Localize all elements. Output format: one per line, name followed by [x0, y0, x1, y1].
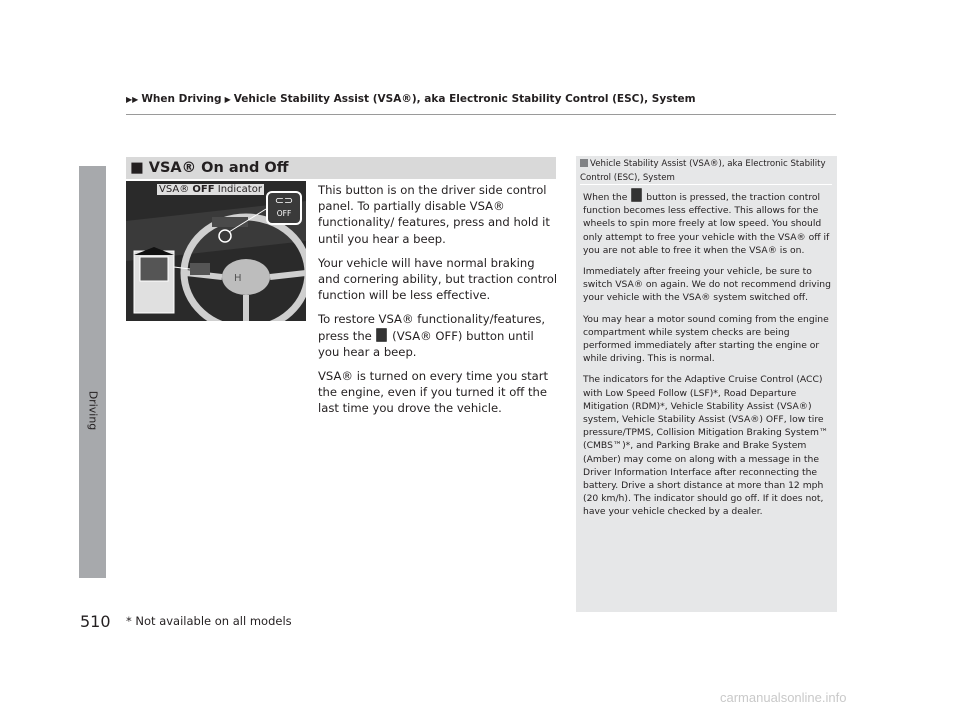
note-paragraph: When the button is pressed, the traction control function becomes less effective. This allows for the wheels to spin more freely at low speed. You should only attempt to free your vehicle with the VSA® off if you are not able to free it when the VSA® is on. — [583, 188, 831, 257]
main-content — [318, 182, 558, 425]
note-paragraph: Immediately after freeing your vehicle, be sure to switch VSA® on again. We do not recommend driving your vehicle with the VSA® system switched off. — [583, 266, 831, 304]
figure-caption: VSA® OFF Indicator — [159, 184, 262, 195]
paragraph: VSA® is turned on every time you start the engine, even if you turned it off the last time you drove the vehicle. — [318, 369, 549, 416]
section-heading-bar — [126, 157, 556, 179]
chapter-label: Driving — [86, 390, 100, 430]
indicator-off-label: OFF — [276, 209, 292, 218]
paragraph: This button is on the driver side control panel. To partially disable VSA® functionality/ features, press and hold it until you hear a beep. — [318, 183, 550, 246]
chapter-side-tab-label — [79, 380, 106, 440]
svg-text:H: H — [234, 273, 242, 284]
breadcrumb-arrow-icon: ▶ — [224, 94, 231, 104]
note-paragraph: You may hear a motor sound coming from the engine compartment while system checks are being performed immediately after starting the engine or while driving. This is normal. — [583, 313, 829, 365]
watermark: carmanualsonline.info — [720, 690, 847, 705]
breadcrumb-level1[interactable]: When Driving — [141, 93, 222, 105]
chapter-side-tab — [79, 166, 106, 578]
notes-heading: Vehicle Stability Assist (VSA®), aka Electronic Stability Control (ESC), System — [580, 159, 826, 183]
paragraph: To restore VSA® functionality/features, press the (VSA® OFF) button until you hear a beep. — [318, 312, 546, 359]
note-paragraph: The indicators for the Adaptive Cruise Control (ACC) with Low Speed Follow (LSF)*, Road Departure Mitigation (RDM)*, Vehicle Stability Assist (VSA®) system, Vehicle Stability Assist (VSA®) OFF, low tire pressure/TPMS, Collision Mitigation Braking System™ (CMBS™)*, and Parking Brake and Brake System (Amber) may come on along with a message in the Driver Information Interface after reconnecting the battery. Drive a short distance at more than 12 mph (20 km/h). The indicator should go off. If it does not, have your vehicle checked by a dealer. — [583, 374, 829, 518]
breadcrumb — [126, 93, 696, 105]
header-divider — [126, 114, 836, 115]
dashboard-illustration — [126, 181, 306, 321]
vsa-button-icon — [376, 328, 387, 342]
page-number: 510 — [80, 612, 111, 631]
breadcrumb-level2[interactable]: Vehicle Stability Assist (VSA®), aka Electronic Stability Control (ESC), System — [233, 93, 696, 105]
vsa-off-indicator-icon: ⊂⊃ OFF — [266, 191, 302, 225]
notes-divider — [580, 184, 832, 185]
section-title: ■ VSA® On and Off — [130, 160, 289, 176]
breadcrumb-arrow-icon: ▶▶ — [126, 94, 139, 104]
note-marker-icon — [580, 159, 588, 167]
paragraph: Your vehicle will have normal braking and cornering ability, but traction control function will be less effective. — [318, 255, 558, 303]
footnote: * Not available on all models — [126, 614, 292, 628]
notes-content — [583, 188, 831, 527]
vsa-button-icon — [631, 188, 642, 202]
